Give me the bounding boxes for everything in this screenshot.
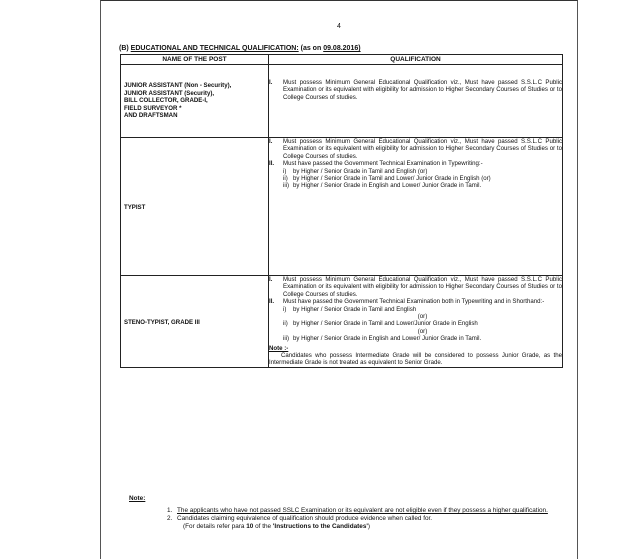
header-qualification: QUALIFICATION bbox=[269, 55, 563, 65]
notes-label: Note: bbox=[129, 495, 146, 502]
section-date-note: (as on bbox=[300, 45, 322, 52]
item-number: I. bbox=[269, 79, 273, 86]
item-number: II. bbox=[269, 298, 275, 306]
sub-item-text: by Higher / Senior Grade in Tamil and English bbox=[293, 305, 417, 313]
or-separator: (or) bbox=[417, 313, 428, 321]
detail-text: of the bbox=[255, 523, 272, 530]
post-cell bbox=[121, 65, 269, 138]
sub-item-number: ii) bbox=[283, 175, 288, 183]
section-title: EDUCATIONAL AND TECHNICAL QUALIFICATION: bbox=[130, 45, 299, 52]
item-number: I. bbox=[269, 276, 273, 283]
table-header-row bbox=[121, 55, 563, 65]
sub-item-text: by Higher / Senior Grade in English and Lower/ Junior Grade in Tamil. bbox=[293, 182, 482, 190]
sub-item-text: by Higher / Senior Grade in English and Lower/ Junior Grade in Tamil. bbox=[293, 335, 482, 343]
sub-item-number: iii) bbox=[283, 182, 290, 190]
page-number: 4 bbox=[337, 23, 341, 30]
post-cell bbox=[121, 138, 269, 276]
detail-text: ) bbox=[367, 523, 371, 530]
document-page bbox=[100, 0, 578, 559]
sub-item-number: iii) bbox=[283, 335, 290, 343]
sub-item-text: by Higher / Senior Grade in Tamil and Lower/ Junior Grade in English (or) bbox=[293, 175, 491, 183]
qualification-cell bbox=[269, 138, 563, 276]
qualification-text: Must have passed the Government Technical Examination in Typewriting:- bbox=[283, 160, 483, 168]
post-cell bbox=[121, 276, 269, 368]
qualification-cell bbox=[269, 65, 563, 138]
table-row bbox=[121, 65, 563, 138]
note-number: 1. bbox=[167, 507, 173, 514]
table-row bbox=[121, 276, 563, 368]
qualification-text: Must possess Minimum General Educational Qualification viz., Must have passed S.S.L.C Public Examination or its equivalent with eligibility for admission to Higher Secondary Courses of Studies or to College Courses of studies. bbox=[283, 79, 562, 101]
post-name: AND DRAFTSMAN bbox=[124, 112, 178, 120]
section-heading bbox=[119, 45, 361, 52]
notes-detail bbox=[183, 523, 569, 531]
post-name: BILL COLLECTOR, GRADE-I, bbox=[124, 97, 208, 105]
table-row bbox=[121, 138, 563, 276]
detail-para-number: 10 bbox=[246, 523, 254, 530]
section-prefix: (B) bbox=[119, 45, 129, 52]
or-separator: (or) bbox=[417, 327, 428, 335]
post-name: JUNIOR ASSISTANT (Non - Security), bbox=[124, 82, 232, 90]
sub-item-number: i) bbox=[283, 305, 287, 313]
note-label: Note :- bbox=[269, 344, 289, 352]
post-name: TYPIST bbox=[124, 203, 146, 211]
sub-item-number: ii) bbox=[283, 320, 288, 328]
note-text: Candidates who possess Intermediate Grade will be considered to possess Junior Grade, as the Intermediate Grade is not treated as equivalent to Senior Grade. bbox=[269, 352, 562, 367]
qualification-table bbox=[120, 54, 563, 368]
sub-item-text: by Higher / Senior Grade in Tamil and Lower/Junior Grade in English bbox=[293, 320, 478, 328]
post-name: JUNIOR ASSISTANT (Security), bbox=[124, 89, 215, 97]
notes-section bbox=[129, 495, 569, 531]
item-number: I. bbox=[269, 138, 273, 145]
qualification-cell bbox=[269, 276, 563, 368]
post-name: FIELD SURVEYOR * bbox=[124, 104, 182, 112]
item-number: II. bbox=[269, 160, 275, 168]
post-name: STENO-TYPIST, GRADE III bbox=[124, 318, 200, 326]
detail-text: (For details refer para bbox=[183, 523, 245, 530]
qualification-text: Must have passed the Government Technical Examination both in Typewriting and in Shorthand:- bbox=[283, 298, 545, 306]
sub-item-text: by Higher / Senior Grade in Tamil and English (or) bbox=[293, 167, 428, 175]
detail-reference: 'Instructions to the Candidates' bbox=[272, 523, 368, 530]
sub-item-number: i) bbox=[283, 167, 287, 175]
note-text: Candidates claiming equivalence of qualification should produce evidence when called for. bbox=[177, 515, 433, 522]
qualification-text: Must possess Minimum General Educational Qualification viz., Must have passed S.S.L.C Public Examination or its equivalent with eligibility for admission to Higher Secondary Courses of Studies or to College Courses of studies. bbox=[283, 276, 562, 298]
qualification-text: Must possess Minimum General Educational Qualification viz., Must have passed S.S.L.C Public Examination or its equivalent with eligibility for admission to Higher Secondary Courses of Studies or to College Courses of studies. bbox=[283, 138, 562, 160]
note-text: The applicants who have not passed SSLC Examination or its equivalent are not eligible even if they possess a higher qualification. bbox=[177, 507, 548, 514]
section-date: 09.08.2016) bbox=[323, 45, 361, 52]
note-number: 2. bbox=[167, 515, 173, 522]
header-post: NAME OF THE POST bbox=[121, 55, 269, 65]
